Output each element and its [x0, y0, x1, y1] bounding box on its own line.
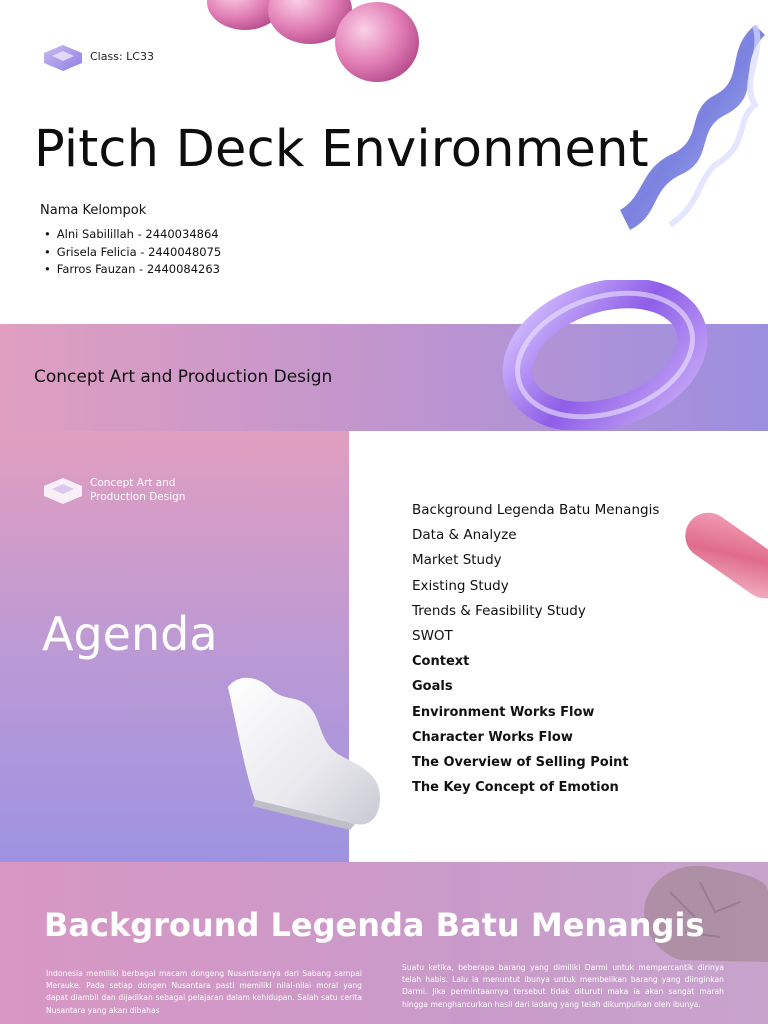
pink-capsule-decoration	[674, 493, 768, 613]
background-slide	[0, 862, 768, 1024]
purple-torus-decoration	[495, 280, 710, 430]
title-slide	[0, 0, 768, 324]
list-item: Background Legenda Batu Menangis	[412, 502, 660, 518]
pink-bubbles-decoration	[205, 0, 420, 85]
group-heading: Nama Kelompok	[40, 203, 147, 218]
cube-logo-icon	[43, 477, 83, 505]
agenda-list	[412, 498, 659, 800]
white-cushion-decoration	[220, 672, 385, 830]
list-item: Environment Works Flow	[412, 704, 595, 720]
list-item: Context	[412, 654, 470, 670]
list-item: Goals	[412, 679, 453, 695]
list-item: • Grisela Felicia - 2440048075	[44, 244, 221, 262]
section-title: Background Legenda Batu Menangis	[44, 906, 705, 944]
list-item: Character Works Flow	[412, 729, 573, 745]
page-title: Pitch Deck Environment	[34, 120, 649, 179]
list-item: Trends & Feasibility Study	[412, 602, 586, 619]
list-item: • Farros Fauzan - 2440084263	[44, 261, 221, 279]
class-label: Class: LC33	[90, 50, 154, 63]
agenda-right-panel	[349, 431, 768, 862]
cube-logo-icon	[43, 44, 83, 72]
list-item: Data & Analyze	[412, 527, 517, 544]
list-item: SWOT	[412, 628, 453, 645]
body-paragraph: Suatu ketika, beberapa barang yang dimiliki Darmi untuk mempercantik dirinya telah habis. Lalu ia menuntut ibunya untuk membelikan barang yang diinginkan Darmi. Jika permintaannya tersebut tidak dituruti maka ia akan sangat marah hingga menghancurkan hasil dari ladang yang telah dikumpulkan oleh ibunya.	[402, 963, 724, 1009]
list-item: Market Study	[412, 552, 502, 569]
list-item: • Alni Sabilillah - 2440034864	[44, 226, 221, 244]
agenda-title: Agenda	[42, 607, 218, 661]
section-title: Concept Art and Production Design	[34, 367, 333, 387]
member-list	[44, 226, 221, 279]
body-paragraph: Indonesia memiliki berbagai macam dongeng Nusantaranya dari Sabang sampai Merauke. Pada setiap dongen Nusantara pasti memiliki nilai-nilai moral yang dapat diambil dan dijadikan sebagai pelajaran dalam kehidupan. Salah satu cerita Nusantara yang akan dibahas	[46, 969, 362, 1015]
list-item: Existing Study	[412, 577, 509, 594]
list-item: The Overview of Selling Point	[412, 755, 629, 771]
list-item: The Key Concept of Emotion	[412, 780, 619, 796]
agenda-subtitle: Concept Art and Production Design	[90, 477, 186, 503]
